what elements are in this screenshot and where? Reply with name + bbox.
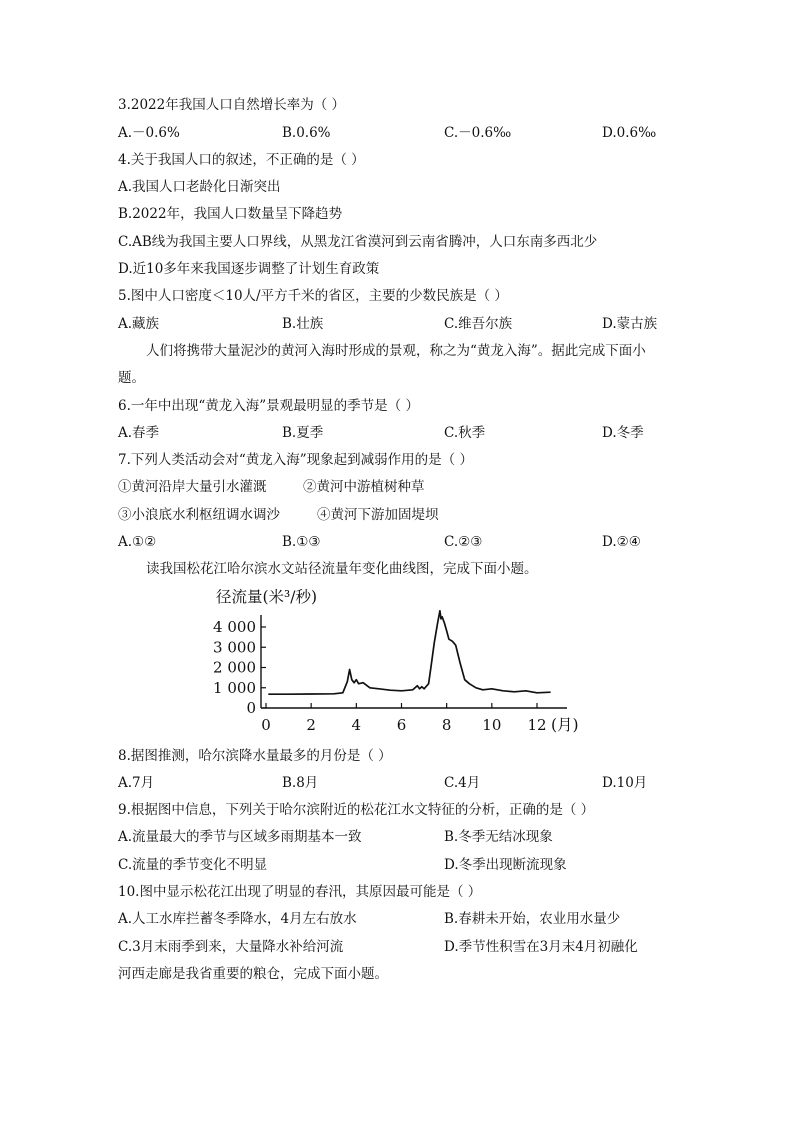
q8-stem: 8.据图推测，哈尔滨降水量最多的月份是（ ） xyxy=(118,748,392,764)
q9-option-c: C.流量的季节变化不明显 xyxy=(118,857,268,873)
y-tick-label: 4 000 xyxy=(213,618,256,636)
q3-option-a: A.－0.6% xyxy=(118,125,180,141)
runoff-chart xyxy=(212,585,592,735)
q10-option-a: A.人工水库拦蓄冬季降水，4月左右放水 xyxy=(118,911,357,927)
chart-x-axis-label: (月) xyxy=(551,716,579,734)
q7-item-4: ④黄河下游加固堤坝 xyxy=(317,507,439,523)
q8-option-d: D.10月 xyxy=(602,775,648,791)
q3-option-b: B.0.6% xyxy=(282,125,331,141)
passage-hexi-corridor: 河西走廊是我省重要的粮仓，完成下面小题。 xyxy=(118,966,388,982)
q6-option-c: C.秋季 xyxy=(444,425,486,441)
q6-option-b: B.夏季 xyxy=(282,425,324,441)
q8-option-c: C.4月 xyxy=(444,775,481,791)
q7-item-3: ③小浪底水利枢纽调水调沙 xyxy=(118,507,280,523)
q5-option-d: D.蒙古族 xyxy=(602,316,658,332)
x-tick-label: 8 xyxy=(441,716,452,734)
q7-option-a: A.①② xyxy=(118,534,157,550)
passage-yellow-river-line2: 题。 xyxy=(118,370,145,386)
q10-stem: 10.图中显示松花江出现了明显的春汛，其原因最可能是（ ） xyxy=(118,884,482,900)
q4-stem: 4.关于我国人口的叙述，不正确的是（ ） xyxy=(118,152,365,168)
q10-option-b: B.春耕未开始，农业用水量少 xyxy=(444,911,621,927)
q9-option-d: D.冬季出现断流现象 xyxy=(444,857,567,873)
q7-option-d: D.②④ xyxy=(602,534,641,550)
q7-item-2: ②黄河中游植树种草 xyxy=(303,479,425,495)
q4-option-b: B.2022年，我国人口数量呈下降趋势 xyxy=(118,206,343,222)
q9-option-b: B.冬季无结冰现象 xyxy=(444,829,553,845)
x-tick-label: 12 xyxy=(527,716,547,734)
q4-option-d: D.近10多年来我国逐步调整了计划生育政策 xyxy=(118,261,380,277)
q8-option-b: B.8月 xyxy=(282,775,319,791)
x-tick-label: 0 xyxy=(261,716,271,734)
q7-option-b: B.①③ xyxy=(282,534,321,550)
q4-option-a: A.我国人口老龄化日渐突出 xyxy=(118,179,281,195)
q3-option-d: D.0.6‰ xyxy=(602,125,657,141)
q10-option-c: C.3月末雨季到来，大量降水补给河流 xyxy=(118,939,344,955)
x-tick-label: 4 xyxy=(351,716,362,734)
q4-option-c: C.AB线为我国主要人口界线，从黑龙江省漠河到云南省腾冲，人口东南多西北少 xyxy=(118,234,598,250)
q7-item-1: ①黄河沿岸大量引水灌溉 xyxy=(118,479,267,495)
q8-option-a: A.7月 xyxy=(118,775,155,791)
q6-stem: 6.一年中出现“黄龙入海”景观最明显的季节是（ ） xyxy=(118,398,419,414)
q5-option-c: C.维吾尔族 xyxy=(444,316,513,332)
y-tick-label: 0 xyxy=(246,699,256,717)
passage-yellow-river-line1: 人们将携带大量泥沙的黄河入海时形成的景观，称之为“黄龙入海”。据此完成下面小 xyxy=(146,343,646,359)
y-tick-label: 2 000 xyxy=(213,658,256,677)
chart-y-axis-label: 径流量(米³/秒) xyxy=(216,588,318,606)
q10-option-d: D.季节性积雪在3月末4月初融化 xyxy=(444,939,638,955)
y-tick-label: 1 000 xyxy=(213,678,256,697)
y-tick-label: 3 000 xyxy=(213,638,256,657)
x-tick-label: 2 xyxy=(306,716,316,734)
x-tick-label: 6 xyxy=(396,716,407,734)
passage-songhua-river: 读我国松花江哈尔滨水文站径流量年变化曲线图，完成下面小题。 xyxy=(146,561,538,577)
x-tick-label: 10 xyxy=(482,716,502,734)
q7-option-c: C.②③ xyxy=(444,534,483,550)
q9-stem: 9.根据图中信息，下列关于哈尔滨附近的松花江水文特征的分析，正确的是（ ） xyxy=(118,802,595,818)
q3-stem: 3.2022年我国人口自然增长率为（ ） xyxy=(118,97,346,113)
q5-option-b: B.壮族 xyxy=(282,316,324,332)
q5-stem: 5.图中人口密度＜10人/平方千米的省区，主要的少数民族是（ ） xyxy=(118,288,508,304)
runoff-series-line xyxy=(268,611,550,694)
q6-option-d: D.冬季 xyxy=(602,425,644,441)
q7-stem: 7.下列人类活动会对“黄龙入海”现象起到减弱作用的是（ ） xyxy=(118,452,473,468)
q5-option-a: A.藏族 xyxy=(118,316,160,332)
q6-option-a: A.春季 xyxy=(118,425,160,441)
q3-option-c: C.－0.6‰ xyxy=(444,125,512,141)
q9-option-a: A.流量最大的季节与区域多雨期基本一致 xyxy=(118,829,362,845)
